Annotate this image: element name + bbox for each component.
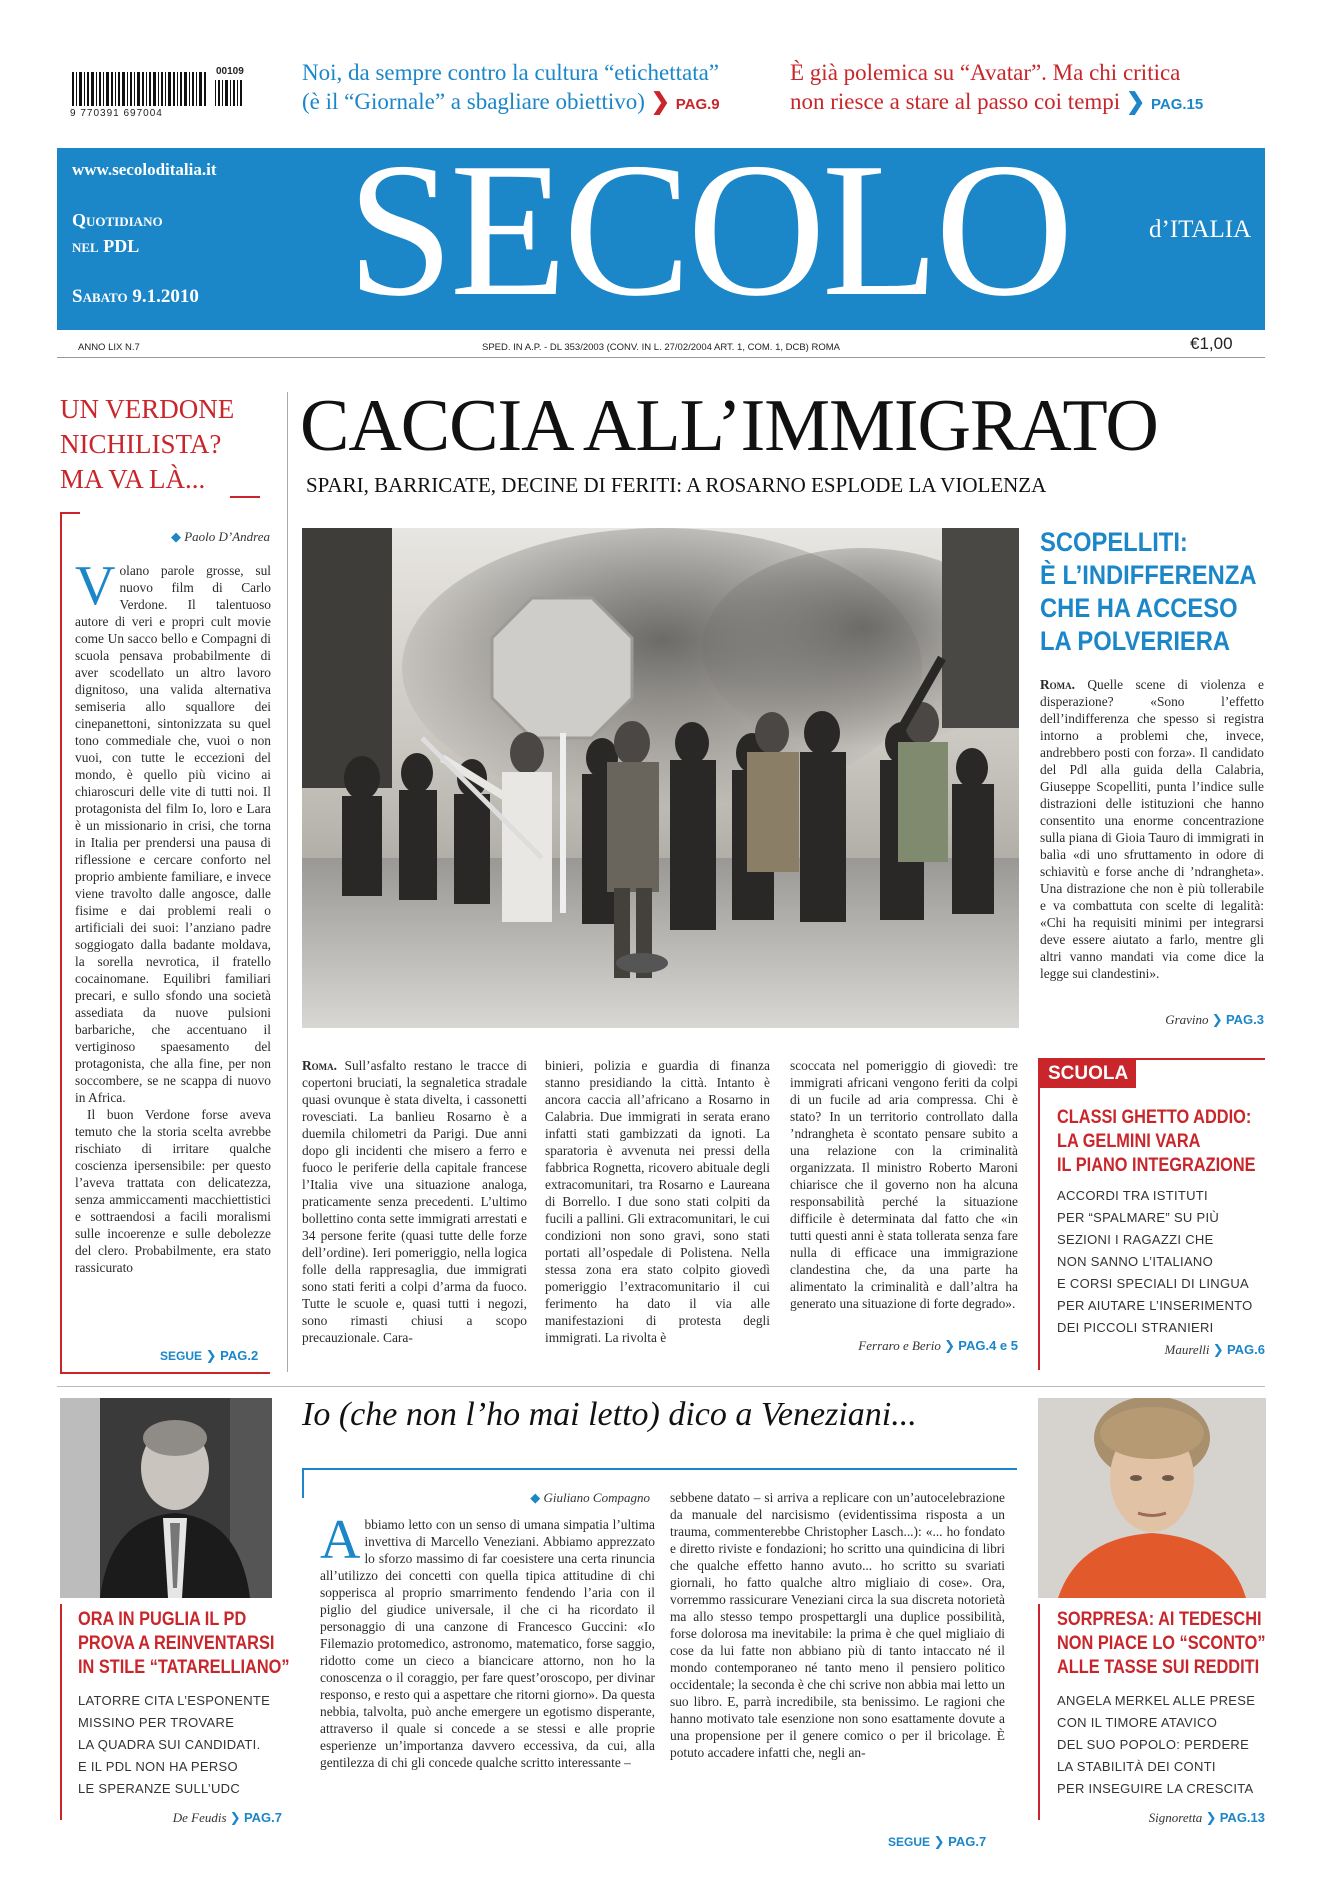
scuola-headline[interactable] [1057, 1106, 1267, 1178]
scuola-page: PAG.6 [1226, 1342, 1265, 1357]
bottom-center-column-1 [320, 1516, 655, 1826]
masthead-title: SECOLO [347, 148, 1070, 330]
bottom-left-line5: LE SPERANZE SULL’UDC [78, 1781, 241, 1796]
main-photo[interactable] [302, 528, 1019, 1028]
bottom-left-rule [60, 1604, 62, 1820]
top-teaser-1-line2: (è il “Giornale” a sbagliare obiettivo) [302, 89, 645, 114]
chevron-right-icon: ❯ [650, 88, 670, 114]
left-column-rule [60, 512, 62, 1372]
main-dateline: Roma. [302, 1058, 338, 1073]
scuola-line6: PER AIUTARE L’INSERIMENTO [1057, 1298, 1253, 1313]
left-author-name: Paolo D’Andrea [184, 529, 270, 544]
bottom-right-page: PAG.13 [1219, 1810, 1265, 1825]
right-dateline: Roma. [1040, 677, 1076, 692]
masthead-tag2: nel PDL [72, 236, 140, 256]
bottom-right-headline-line1: SORPRESA: AI TEDESCHI [1057, 1609, 1262, 1630]
bottom-right-headline[interactable] [1057, 1608, 1267, 1680]
chevron-right-icon: ❯ [205, 1348, 217, 1363]
left-article-body [75, 562, 271, 1342]
vendola-photo-graphic [60, 1398, 272, 1598]
main-column-2-text: binieri, polizia e guardia di finanza stanno presidiando la città. Intanto è ancora caccia all’africano a Rosarno in Calabria. Due immigrati in serata erano infatti stati gambizzati da ignoti. La sparatoria è avvenuta nei pressi della fabbrica Rognetta, ricovero abituale degli extracomunitari, tra Rosarno e Laureana di Borrello. I due sono stati colpiti da fucili a pallini. Gli extracomunitari, le cui condizioni non sono gravi, sono stati portati all’ospedale di Polistena. Nella stessa zona era stato colpito giovedì pomeriggio l’extracomunitario il cui ferimento ha dato il via alle manifestazioni di protesta degli immigrati. La rivolta è [545, 1058, 770, 1345]
diamond-icon: ◆ [170, 529, 181, 544]
issue-number: ANNO LIX N.7 [78, 342, 140, 353]
left-continue-page: PAG.2 [220, 1348, 259, 1363]
barcode-issue-code: 00109 [216, 66, 244, 77]
scuola-byline[interactable] [1057, 1342, 1265, 1358]
scuola-line5: E CORSI SPECIALI DI LINGUA [1057, 1276, 1250, 1291]
bottom-center-rule [302, 1468, 1017, 1470]
bottom-center-continue-link[interactable] [888, 1834, 986, 1850]
right-headline-line1: SCOPELLITI: [1040, 527, 1188, 557]
left-dropcap: V [75, 562, 116, 617]
left-author [75, 529, 270, 545]
left-headline-line1: UN VERDONE [60, 394, 235, 424]
bottom-center-author [315, 1490, 650, 1506]
top-teaser-1-line1: Noi, da sempre contro la cultura “etichettata” [302, 60, 719, 85]
scuola-headline-line3: IL PIANO INTEGRAZIONE [1057, 1155, 1256, 1176]
merkel-photo-graphic [1038, 1398, 1266, 1598]
right-article-text: Quelle scene di violenza e disperazione? «Sono l’effetto dell’indifferenza che spesso si registra intorno a problemi che, invece, andrebbero posti con forza». Il candidato del Pdl alla guida della Calabria, Giuseppe Scopelliti, punta l’indice sulle distrazioni delle istituzioni che hanno consentito una enorme concentrazione sulla piana di Gioia Tauro di immigrati in balìa «di uno sfruttamento in odore di schiavitù e forse anche di ’ndrangheta». Una distrazione che non è più tollerabile e va combattuta con scelte di legalità: «Chi ha requisiti minimi per integrarsi deve essere aiutato a farlo, mentre gli altri vanno mandati via come dice la legge sui clandestini». [1040, 677, 1264, 981]
scuola-line1: ACCORDI TRA ISTITUTI [1057, 1188, 1208, 1203]
scuola-author: Maurelli [1164, 1342, 1210, 1357]
scuola-line2: PER “SPALMARE” SU PIÙ [1057, 1210, 1220, 1225]
bottom-right-line4: LA STABILITÀ DEI CONTI [1057, 1759, 1216, 1774]
top-teaser-2-line2: non riesce a stare al passo coi tempi [790, 89, 1121, 114]
top-teaser-2-page: PAG.15 [1150, 96, 1204, 113]
bottom-center-column-2-text: sebbene datato – si arriva a replicare con un’autocelebrazione da manuale del narcisismo (evidentissima risposta a un trauma, commenterebbe Christopher Lasch...): «... ho fondato e diretto riviste e fondazioni; ho scritto una quindicina di libri che qualche effetto hanno avuto... ho scritto su svariati giornali, ho fatto qualche altro migliaio di cose». Ora, vorremmo rassicurare Veneziani circa la sua discreta notorietà ma allo stesso tempo prospettargli una duplice possibilità, forse dolorosa ma inevitabile: la prima è che quel migliaio di cose da lui fatte non abbiano più di tanto intaccato né il mondo contemporaneo né tanto meno il pensiero politico occidentale; la seconda è che chi scrive non abbia mai letto un suo libro. E, parrà incredibile, sta benissimo. Le ragioni che hanno motivato tale esenzione non sono esattamente dovute a una propensione per il genere comico o per il bricolage. È potuto accadere infatti che, negli an- [670, 1490, 1005, 1760]
bottom-right-line2: CON IL TIMORE ATAVICO [1057, 1715, 1218, 1730]
bottom-left-line2: MISSINO PER TROVARE [78, 1715, 235, 1730]
bottom-right-byline[interactable] [1057, 1810, 1265, 1826]
bottom-center-author-name: Giuliano Compagno [543, 1490, 650, 1505]
right-author: Gravino [1165, 1012, 1209, 1027]
bottom-right-headline-line2: NON PIACE LO “SCONTO” [1057, 1633, 1266, 1654]
left-column-top-rule [60, 512, 80, 514]
chevron-right-icon: ❯ [1211, 1012, 1223, 1027]
bottom-left-line1: LATORRE CITA L’ESPONENTE [78, 1693, 271, 1708]
bottom-left-headline-line2: PROVA A REINVENTARSI [78, 1633, 275, 1654]
top-teaser-2[interactable] [790, 58, 1270, 119]
left-headline[interactable] [60, 392, 270, 497]
masthead-tag1: Quotidiano [72, 210, 163, 230]
bottom-left-headline-line1: ORA IN PUGLIA IL PD [78, 1609, 247, 1630]
bottom-separator [57, 1386, 1265, 1387]
bottom-left-author: De Feudis [172, 1810, 227, 1825]
right-byline[interactable] [1040, 1012, 1264, 1028]
bottom-left-line4: E IL PDL NON HA PERSO [78, 1759, 238, 1774]
bottom-right-summary [1057, 1690, 1267, 1800]
main-photo-graphic [302, 528, 1019, 1028]
bottom-left-byline[interactable] [78, 1810, 282, 1826]
chevron-right-icon: ❯ [933, 1834, 945, 1849]
merkel-photo[interactable] [1038, 1398, 1266, 1598]
scuola-line3: SEZIONI I RAGAZZI CHE [1057, 1232, 1214, 1247]
bottom-right-line1: ANGELA MERKEL ALLE PRESE [1057, 1693, 1256, 1708]
price: €1,00 [1190, 334, 1233, 353]
bottom-center-headline[interactable]: Io (che non l’ho mai letto) dico a Veneziani... [302, 1396, 917, 1433]
scuola-headline-line1: CLASSI GHETTO ADDIO: [1057, 1107, 1252, 1128]
main-column-3-text: scoccata nel pomeriggio di giovedì: tre immigrati africani vengono feriti da colpi di un fucile ad aria compressa. Chi è stato? In un territorio controllato dalla ’ndrangheta è scontato pensare subito a una relazione con la criminalità organizzata. Il ministro Roberto Maroni chiarisce che il governo non ha alcuna responsabilità perché la situazione difficile è determinata dal fatto che «in tutti questi anni è stata tollerata senza fare nulla di efficace una immigrazione clandestina che, da una parte ha alimentato la criminalità e dall’altra ha generato una situazione di forte degrado». [790, 1058, 1018, 1311]
right-headline[interactable] [1040, 526, 1280, 658]
scuola-summary [1057, 1185, 1267, 1339]
barcode [70, 66, 270, 119]
main-byline[interactable] [790, 1338, 1018, 1354]
main-vertical-rule [287, 392, 288, 1372]
bottom-center-continue-page: PAG.7 [948, 1834, 987, 1849]
masthead-subtitle: d’ITALIA [1149, 216, 1252, 243]
masthead [57, 148, 1265, 330]
bottom-left-headline-line3: IN STILE “TATARELLIANO” [78, 1657, 290, 1678]
chevron-right-icon: ❯ [1212, 1342, 1224, 1357]
bottom-left-line3: LA QUADRA SUI CANDIDATI. [78, 1737, 261, 1752]
scuola-line7: DEI PICCOLI STRANIERI [1057, 1320, 1214, 1335]
main-column-1 [302, 1057, 527, 1355]
bottom-right-rule [1038, 1604, 1040, 1820]
bottom-center-column-2 [670, 1489, 1005, 1815]
left-paragraph-1: olano parole grosse, sul nuovo film di Carlo Verdone. Il talentuoso autore di veri e propri cult movie come Un sacco bello e Compagni di scuola pensava probabilmente di aver scodellato un altro lavoro dignitoso, una valida alternativa semiseria allo squallore dei cinepanettoni, sintonizzata su quel tono commediale che, vuoi o non vuoi, con tutte le eccezioni del mondo, è quello più vicino ai chiaroscuri delle vite di tutti noi. Il protagonista del film Io, loro e Lara è un missionario in crisi, che torna in Italia per prendersi una pausa di riflessione e cercare conforto nel proprio ambiente familiare, e invece viene travolto dalle angosce, dalle fisime e dai problemi reali o artificiali dei suoi: l’anziano padre soggiogato dalla badante moldava, la sorella nevrotica, il fratello cocainomane. Equilibri familiari precari, e sullo sfondo una società assediata da nuove pulsioni barbariche, che accentuano il vertiginoso spaesamento del protagonista, che alla fine, per non soccombere, se ne scappa di nuovo in Africa. [75, 563, 271, 1105]
barcode-number: 9 770391 697004 [70, 108, 163, 119]
scuola-label[interactable]: SCUOLA [1040, 1060, 1136, 1088]
bottom-center-dropcap: A [320, 1516, 361, 1571]
right-headline-line4: LA POLVERIERA [1040, 626, 1231, 656]
chevron-right-icon: ❯ [1125, 88, 1146, 114]
bottom-right-author: Signoretta [1148, 1810, 1203, 1825]
left-headline-line3: MA VA LÀ... [60, 464, 206, 494]
scuola-box-rule-left [1038, 1058, 1040, 1370]
left-bottom-rule [60, 1372, 270, 1374]
masthead-date: Sabato 9.1.2010 [72, 286, 199, 307]
main-page: PAG.4 e 5 [958, 1338, 1018, 1353]
left-continue-link[interactable] [160, 1348, 258, 1364]
main-authors: Ferraro e Berio [858, 1338, 941, 1353]
top-teaser-2-line1: È già polemica su “Avatar”. Ma chi critica [790, 60, 1181, 85]
left-paragraph-2: Il buon Verdone forse aveva temuto che la storia scelta avrebbe rischiato di irritare qualche coscienza ipersensibile: per questo l’aveva trattata con delicatezza, senza ammiccamenti macchiettistici e sottraendosi a facili moralismi sulle incoerenze e sulle debolezze del clero. Probabilmente, era stato rassicurato [75, 1107, 271, 1275]
right-headline-line3: CHE HA ACCESO [1040, 593, 1238, 623]
vendola-photo[interactable] [60, 1398, 272, 1598]
main-subhead: SPARI, BARRICATE, DECINE DI FERITI: A ROSARNO ESPLODE LA VIOLENZA [306, 473, 1047, 497]
top-teaser-1-page: PAG.9 [675, 96, 720, 113]
info-bar-rule [57, 357, 1265, 358]
right-article-body [1040, 676, 1264, 1012]
diamond-icon: ◆ [530, 1490, 541, 1505]
top-teaser-1[interactable] [302, 58, 762, 119]
chevron-right-icon: ❯ [944, 1338, 956, 1353]
right-headline-line2: È L’INDIFFERENZA [1040, 560, 1257, 590]
main-column-2 [545, 1057, 770, 1355]
scuola-headline-line2: LA GELMINI VARA [1057, 1131, 1201, 1152]
bottom-center-rule-left [302, 1468, 304, 1498]
bottom-left-page: PAG.7 [243, 1810, 282, 1825]
left-continue-label: SEGUE [160, 1349, 203, 1363]
bottom-left-headline[interactable] [78, 1608, 290, 1680]
bottom-center-continue-label: SEGUE [888, 1835, 931, 1849]
postal-info: SPED. IN A.P. - DL 353/2003 (CONV. IN L. 27/02/2004 ART. 1, COM. 1, DCB) ROMA [482, 342, 840, 353]
bottom-left-summary [78, 1690, 278, 1800]
masthead-website[interactable]: www.secoloditalia.it [72, 160, 217, 179]
right-page: PAG.3 [1225, 1012, 1264, 1027]
chevron-right-icon: ❯ [229, 1810, 241, 1825]
chevron-right-icon: ❯ [1205, 1810, 1217, 1825]
bottom-right-headline-line3: ALLE TASSE SUI REDDITI [1057, 1657, 1260, 1678]
left-headline-rule [230, 496, 260, 498]
main-headline[interactable]: CACCIA ALL’IMMIGRATO [300, 385, 1158, 467]
bottom-center-column-1-text: bbiamo letto con un senso di umana simpatia l’ultima invettiva di Marcello Veneziani. Abbiamo apprezzato lo sforzo massimo di far coesistere una certa rinuncia all’utilizzo dei concetti con quella tipica attitudine di chi sopperisca al proprio smarrimento fendendo l’aria con il piglio del giudice universale, il che ci ha ricordato il personaggio di una canzone di Francesco Guccini: «Io Filemazio protomedico, astronomo, matematico, forse saggio, ridotto come un cieco a biancicare attorno, non ho la conoscenza o il coraggio, per fare quest’oroscopo, per divinar responso, e resto qui a aspettare che ritorni giorno». Da questa nebbia, talvolta, può anche emergere un egotismo disperante, attraverso il quale si concede a se stessi e alle proprie esperienze un’importanza davvero eccessiva, da cui, alla gentilezza di chi gli concede qualche scritto interessante – [320, 1517, 655, 1770]
main-column-1-text: Sull’asfalto restano le tracce di copertoni bruciati, la segnaletica stradale quasi ovunque è stata divelta, i cassonetti rovesciati. La banlieu Rosarno è a duemila chilometri da Parigi. Due anni dopo gli incidenti che misero a ferro e fuoco le periferie della capitale francese l’Italia vive una situazione analoga, praticamente senza precedenti. L’ultimo bollettino conta sette immigrati arrestati e 34 persone ferite (quasi tutte delle forze dell’ordine). Ieri pomeriggio, nella logica folle della rappresaglia, due immigrati sono stati feriti a colpi d’arma da fuoco. Tutte le scuole e, quasi tutti i negozi, sono rimasti chiusi a scopo precauzionale. Cara- [302, 1058, 527, 1345]
main-column-3 [790, 1057, 1018, 1337]
bottom-right-line5: PER INSEGUIRE LA CRESCITA [1057, 1781, 1254, 1796]
scuola-line4: NON SANNO L’ITALIANO [1057, 1254, 1214, 1269]
left-headline-line2: NICHILISTA? [60, 429, 222, 459]
bottom-right-line3: DEL SUO POPOLO: PERDERE [1057, 1737, 1250, 1752]
